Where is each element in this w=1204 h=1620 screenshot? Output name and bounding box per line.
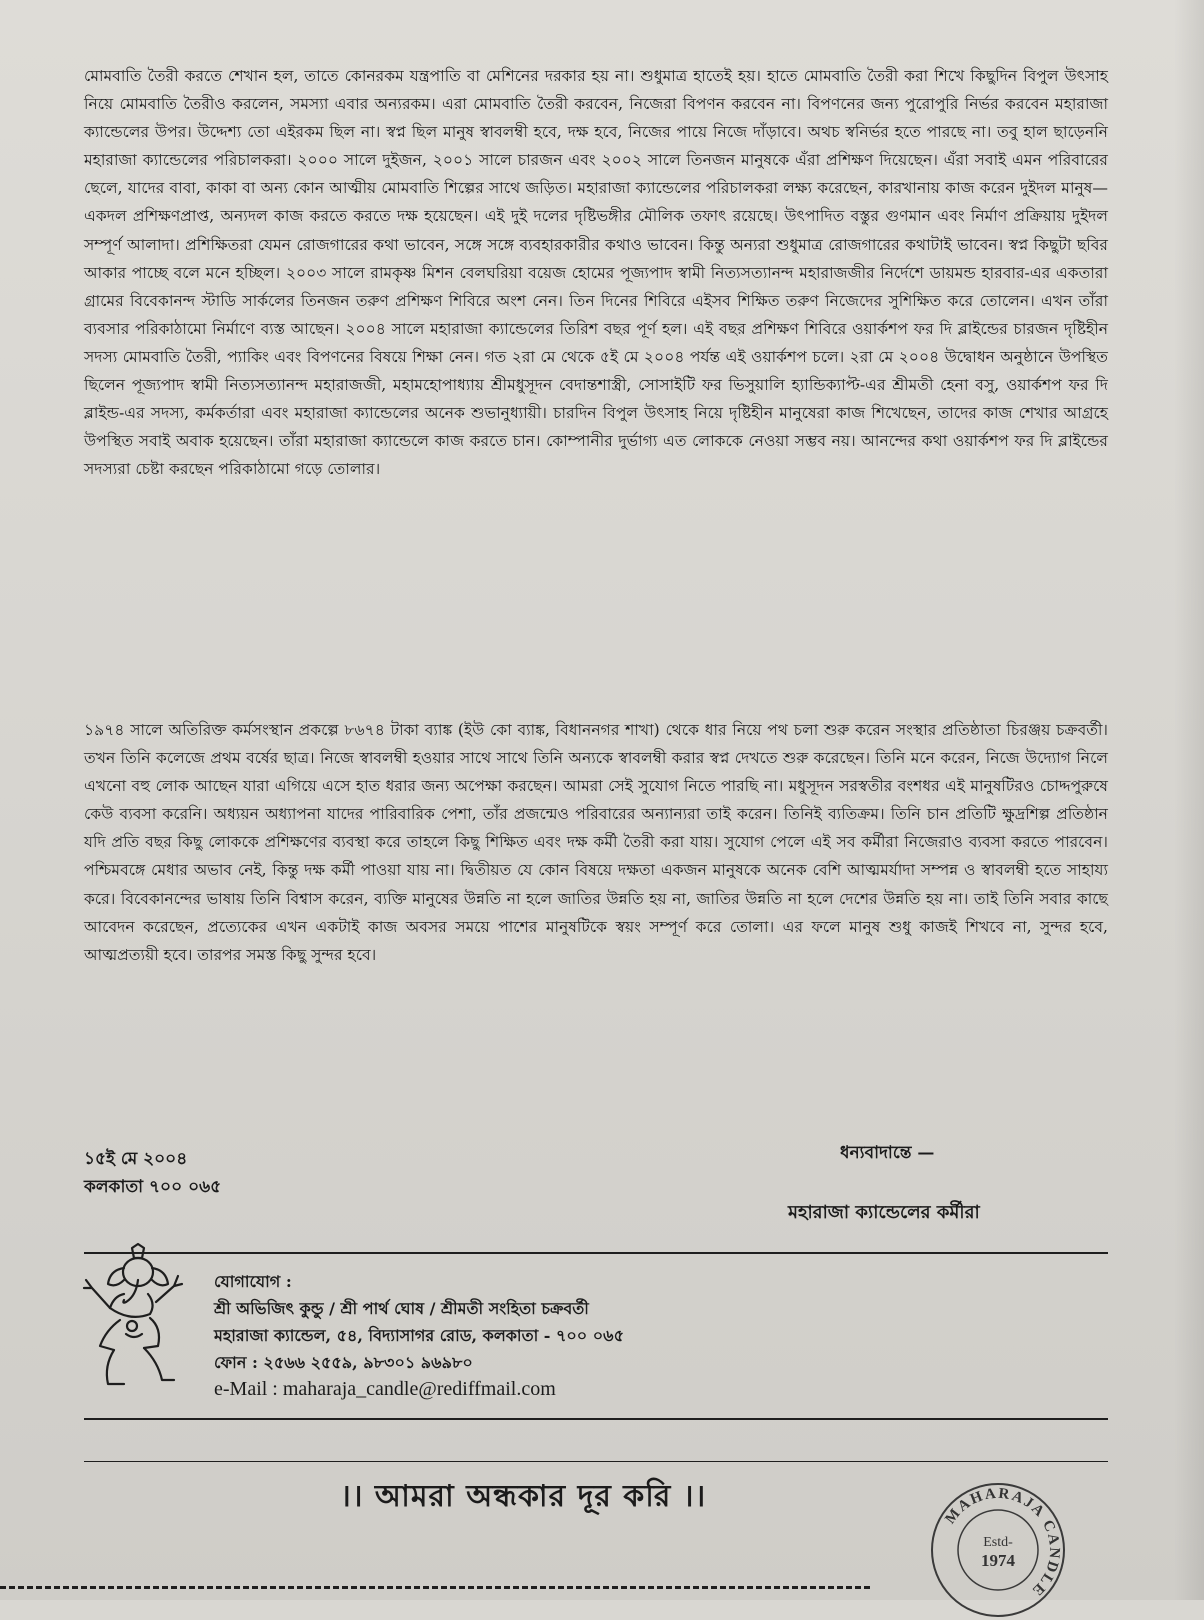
divider-top xyxy=(84,1252,1108,1254)
letter-date: ১৫ই মে ২০০৪ xyxy=(84,1149,188,1169)
divider-bottom xyxy=(84,1461,1108,1462)
closing-text: ধন্যবাদান্তে — xyxy=(840,1143,935,1163)
contact-names: শ্রী অভিজিৎ কুন্ডু / শ্রী পার্থ ঘোষ / শ্রীমতী সংহিতা চক্রবর্তী xyxy=(214,1299,589,1318)
date-block xyxy=(84,1145,221,1201)
stamp-estd-label: Estd- xyxy=(983,1535,1013,1550)
contact-phone: ফোন : ২৫৬৬ ২৫৫৯, ৯৮৩০১ ৯৬৯৮০ xyxy=(214,1353,473,1372)
ganesha-logo-icon xyxy=(80,1242,192,1402)
signature-text: মহারাজা ক্যান্ডেলের কর্মীরা xyxy=(788,1202,980,1223)
stamp-ring-text: MAHARAJA CANDLE xyxy=(942,1485,1063,1600)
dashed-cut-line xyxy=(0,1586,870,1589)
paper-fold-shadow xyxy=(1174,0,1204,1600)
letter-paragraph-1: মোমবাতি তৈরী করতে শেখান হল, তাতে কোনরকম যন্ত্রপাতি বা মেশিনের দরকার হয় না। শুধুমাত্র হাতেই হয়। হাতে মোমবাতি তৈরী করা শিখে কিছুদিন বিপুল উৎসাহ নিয়ে মোমবাতি তৈরীও করলেন, সমস্যা এবার অন্যরকম। এরা মোমবাতি তৈরী করবেন, নিজেরা বিপণন করবেন না। বিপণনের জন্য পুরোপুরি নির্ভর করবেন মহারাজা ক্যান্ডেলের উপর। উদ্দেশ্য তো এইরকম ছিল না। স্বপ্ন ছিল মানুষ স্বাবলম্বী হবে, দক্ষ হবে, নিজের পায়ে নিজে দাঁড়াবে। অথচ স্বনির্ভর হতে পারছে না। তবু হাল ছাড়েননি মহারাজা ক্যান্ডেলের পরিচালকরা। ২০০০ সালে দুইজন, ২০০১ সালে চারজন এবং ২০০২ সালে তিনজন মানুষকে এঁরা প্রশিক্ষণ দিয়েছেন। এঁরা সবাই এমন পরিবারের ছেলে, যাদের বাবা, কাকা বা অন্য কোন আত্মীয় মোমবাতি শিল্পের সাথে জড়িত। মহারাজা ক্যান্ডেলের পরিচালকরা লক্ষ্য করেছেন, কারখানায় কাজ করেন দুইদল মানুষ— একদল প্রশিক্ষণপ্রাপ্ত, অন্যদল কাজ করতে করতে দক্ষ হয়েছেন। এই দুই দলের দৃষ্টিভঙ্গীর মৌলিক তফাৎ রয়েছে। উৎপাদিত বস্তুর গুণমান এবং নির্মাণ প্রক্রিয়ায় দুইদল সম্পূর্ণ আলাদা। প্রশিক্ষিতরা যেমন রোজগারের কথা ভাবেন, সঙ্গে সঙ্গে ব্যবহারকারীর কথাও ভাবেন। কিন্তু অন্যরা শুধুমাত্র রোজগারের কথাটাই ভাবেন। স্বপ্ন কিছুটা ছবির আকার পাচ্ছে বলে মনে হচ্ছিল। ২০০৩ সালে রামকৃষ্ণ মিশন বেলঘরিয়া বয়েজ হোমের পূজ্যপাদ স্বামী নিত্যসত্যানন্দ মহারাজজীর নির্দেশে ডায়মন্ড হারবার-এর একতারা গ্রামের বিবেকানন্দ স্টাডি সার্কলের তিনজন তরুণ প্রশিক্ষণ শিবিরে অংশ নেন। তিন দিনের শিবিরে এইসব শিক্ষিত তরুণ নিজেদের সুশিক্ষিত করে তোলেন। এখন তাঁরা ব্যবসার পরিকাঠামো নির্মাণে ব্যস্ত আছেন। ২০০৪ সালে মহারাজা ক্যান্ডেলের তিরিশ বছর পূর্ণ হল। এই বছর প্রশিক্ষণ শিবিরে ওয়ার্কশপ ফর দি ব্লাইন্ডের চারজন দৃষ্টিহীন সদস্য মোমবাতি তৈরী, প্যাকিং এবং বিপণনের বিষয়ে শিক্ষা নেন। গত ২রা মে থেকে ৫ই মে ২০০৪ পর্যন্ত এই ওয়ার্কশপ চলে। ২রা মে ২০০৪ উদ্বোধন অনুষ্ঠানে উপস্থিত ছিলেন পূজ্যপাদ স্বামী নিত্যসত্যানন্দ মহারাজজী, মহামহোপাধ্যায় শ্রীমধুসূদন বেদান্তশাস্ত্রী, সোসাইটি ফর ভিসুয়ালি হ্যান্ডিক্যাপ্ট-এর শ্রীমতী হেনা বসু, ওয়ার্কশপ ফর দি ব্লাইন্ড-এর সদস্য, কর্মকর্তারা এবং মহারাজা ক্যান্ডেলের অনেক শুভানুধ্যায়ী। চারদিন বিপুল উৎসাহ নিয়ে দৃষ্টিহীন মানুষেরা কাজ শিখেছেন, তাদের কাজ শেখার আগ্রহে উপস্থিত সবাই অবাক হয়েছেন। তাঁরা মহারাজা ক্যান্ডেলে কাজ করতে চান। কোম্পানীর দুর্ভাগ্য এত লোককে নেওয়া সম্ভব নয়। আনন্দের কথা ওয়ার্কশপ ফর দি ব্লাইন্ডের সদস্যরা চেষ্টা করছেন পরিকাঠামো গড়ে তোলার। xyxy=(84,67,1108,479)
letter-place: কলকাতা ৭০০ ০৬৫ xyxy=(84,1177,222,1197)
company-stamp-icon xyxy=(928,1480,1068,1620)
contact-address: মহারাজা ক্যান্ডেল, ৫৪, বিদ্যাসাগর রোড, কলকাতা - ৭০০ ০৬৫ xyxy=(214,1326,624,1345)
stamp-year: 1974 xyxy=(981,1551,1015,1570)
divider-middle xyxy=(84,1418,1108,1420)
motto-text: ।। আমরা অন্ধকার দূর করি ।। xyxy=(340,1479,707,1514)
contact-heading: যোগাযোগ : xyxy=(214,1272,292,1291)
contact-email[interactable]: e-Mail : maharaja_candle@rediffmail.com xyxy=(214,1378,556,1400)
letter-paragraph-2: ১৯৭৪ সালে অতিরিক্ত কর্মসংস্থান প্রকল্পে ৮৬৭৪ টাকা ব্যাঙ্ক (ইউ কো ব্যাঙ্ক, বিধাননগর শাখা) থেকে ধার নিয়ে পথ চলা শুরু করেন সংস্থার প্রতিষ্ঠাতা চিরঞ্জয় চক্রবর্তী। তখন তিনি কলেজে প্রথম বর্ষের ছাত্র। নিজে স্বাবলম্বী হওয়ার সাথে সাথে তিনি অন্যকে স্বাবলম্বী করার স্বপ্ন দেখতে শুরু করেছেন। তিনি মনে করেন, নিজে উদ্যোগ নিলে এখনো বহু লোক আছেন যারা এগিয়ে এসে হাত ধরার জন্য অপেক্ষা করছেন। আমরা সেই সুযোগ নিতে পারছি না। মধুসূদন সরস্বতীর বংশধর এই মানুষটিরও চোদ্দপুরুষে কেউ ব্যবসা করেনি। অধ্যয়ন অধ্যাপনা যাদের পারিবারিক পেশা, তাঁর প্রজন্মেও পরিবারের অন্যান্যরা তাই করেন। তিনিই ব্যতিক্রম। তিনি চান প্রতিটি ক্ষুদ্রশিল্প প্রতিষ্ঠান যদি প্রতি বছর কিছু লোককে প্রশিক্ষণের ব্যবস্থা করে তাহলে কিছু শিক্ষিত এবং দক্ষ কর্মী তৈরী করা যায়। সুযোগ পেলে এই সব কর্মীরা নিজেরাও ব্যবসা করতে পারবেন। পশ্চিমবঙ্গে মেধার অভাব নেই, কিন্তু দক্ষ কর্মী পাওয়া যায় না। দ্বিতীয়ত যে কোন বিষয়ে দক্ষতা একজন মানুষকে অনেক বেশি আত্মমর্যাদা সম্পন্ন ও স্বাবলম্বী হতে সাহায্য করে। বিবেকানন্দের ভাষায় তিনি বিশ্বাস করেন, ব্যক্তি মানুষের উন্নতি না হলে জাতির উন্নতি হয় না, জাতির উন্নতি না হলে দেশের উন্নতি হয় না। তাই তিনি সবার কাছে আবেদন করেছেন, প্রত্যেকের এখন একটাই কাজ অবসর সময়ে পাশের মানুষটিকে স্বয়ং সম্পূর্ণ করে তোলা। এর ফলে মানুষ শুধু কাজই শিখবে না, সুন্দর হবে, আত্মপ্রত্যয়ী হবে। তারপর সমস্ত কিছু সুন্দর হবে। xyxy=(84,721,1108,964)
contact-block xyxy=(214,1268,624,1403)
